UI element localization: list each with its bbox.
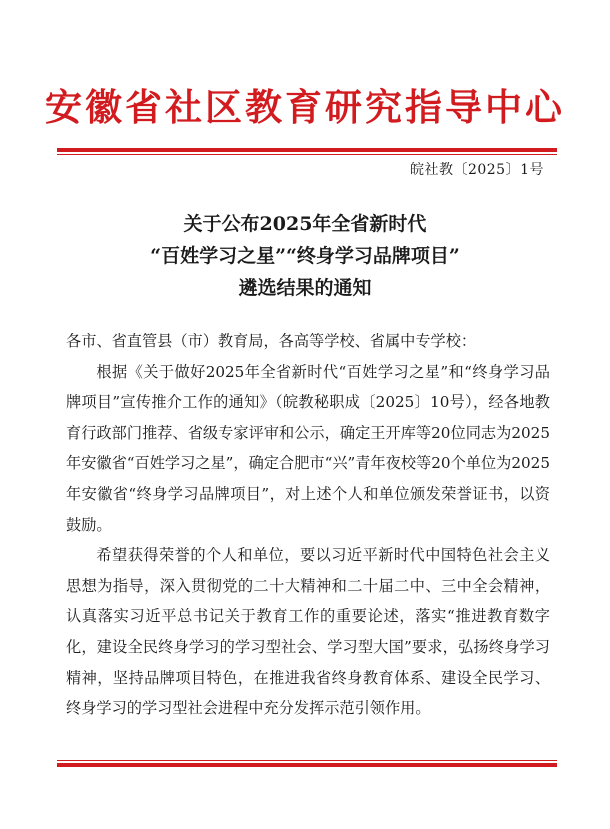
footer-red-rule-thick xyxy=(57,763,557,767)
salutation: 各市、省直管县（市）教育局，各高等学校、省属中专学校： xyxy=(66,332,477,350)
issuing-organization-header: 安徽省社区教育研究指导中心 xyxy=(45,86,565,129)
body-paragraph-2: 希望获得荣誉的个人和单位，要以习近平新时代中国特色社会主义思想为指导，深入贯彻党的二十大精神和二十届二中、三中全会精神，认真落实习近平总书记关于教育工作的重要论述，落实“推进教育数字化，建设全民终身学习的学习型社会、学习型大国”要求，弘扬终身学习精神，坚持品牌项目特色，在推进我省终身教育体系、建设全民学习、终身学习的学习型社会进程中充分发挥示范引领作用。 xyxy=(66,546,550,718)
body-paragraph-1: 根据《关于做好2025年全省新时代“百姓学习之星”和“终身学习品牌项目”宣传推介工作的通知》（皖教秘职成〔2025〕10号），经各地教育行政部门推荐、省级专家评审和公示，确定王开库等20位同志为2025年安徽省“百姓学习之星”，确定合肥市“兴”青年夜校等20个单位为2025年安徽省“终身学习品牌项目”，对上述个人和单位颁发荣誉证书，以资鼓励。 xyxy=(66,362,550,534)
notice-body xyxy=(66,326,550,724)
notice-title-line-1: 关于公布2025年全省新时代 xyxy=(183,213,427,235)
footer-red-rule-thin xyxy=(57,760,557,761)
header-red-rule-thick xyxy=(57,148,557,152)
notice-title-line-3: 遴选结果的通知 xyxy=(238,277,372,299)
notice-title-line-2: “百姓学习之星”“终身学习品牌项目” xyxy=(150,245,460,267)
document-number: 皖社教〔2025〕1号 xyxy=(409,162,544,178)
notice-title xyxy=(0,208,610,304)
header-red-rule-thin xyxy=(57,154,557,155)
